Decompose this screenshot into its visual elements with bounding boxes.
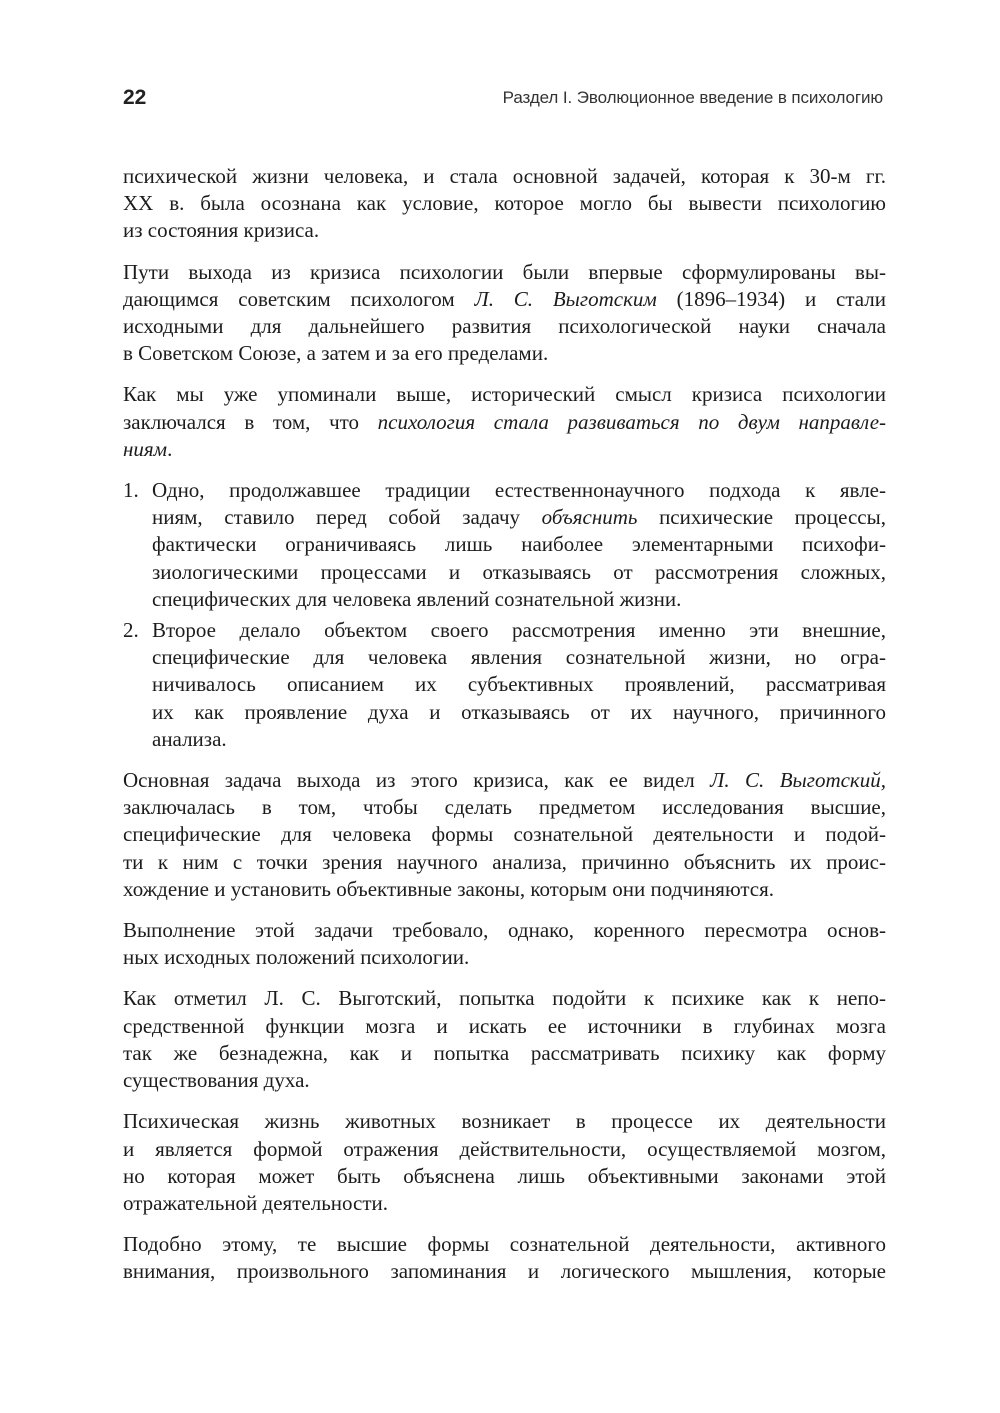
paragraph-8 [123, 1231, 886, 1285]
text-segment: ниям, ставило перед собой задачу [152, 505, 542, 530]
text-line: специфических для человека явлений сознательной жизни. [152, 586, 682, 611]
text-segment: (1896–1934) и стали [656, 286, 886, 311]
text-line: из состояния кризиса. [123, 218, 320, 243]
paragraph-5 [123, 917, 886, 971]
paragraph-6 [123, 985, 886, 1094]
text-line: Как мы уже упоминали выше, исторический смысл кризиса психологии [123, 382, 886, 407]
author-name-italic: Л. С. Выготским [474, 286, 657, 311]
numbered-list [123, 477, 886, 753]
text-segment: Основная задача выхода из этого кризиса, как ее видел [123, 768, 711, 793]
paragraph-2 [123, 259, 886, 368]
text-line: в Советском Союзе, а затем и за его пределами. [123, 341, 549, 366]
text-line: XX в. была осознана как условие, которое могло бы вывести психологию [123, 191, 886, 216]
text-line: и является формой отражения действительности, осуществляемой мозгом, [123, 1136, 886, 1161]
text-line: средственной функции мозга и искать ее источники в глубинах мозга [123, 1013, 886, 1038]
text-line: Второе делало объектом своего рассмотрения именно эти внешние, [152, 618, 886, 643]
text-line: Одно, продолжавшее традиции естественнонаучного подхода к явле- [152, 478, 886, 503]
text-line [123, 409, 886, 436]
text-line: существования духа. [123, 1068, 310, 1093]
page-number: 22 [123, 86, 147, 109]
list-number: 2. [123, 618, 139, 643]
emphasis-italic: объяснить [541, 505, 638, 530]
emphasis-italic: психология стала развиваться по двум направле- [377, 409, 887, 434]
text-line: Пути выхода из кризиса психологии были впервые сформулированы вы- [123, 259, 886, 284]
list-item [123, 477, 886, 613]
text-line: психической жизни человека, и стала основной задачей, которая к 30-м гг. [123, 164, 886, 188]
text-line: Выполнение этой задачи требовало, однако, коренного пересмотра основ- [123, 918, 886, 943]
paragraph-3 [123, 381, 886, 463]
text-line: внимания, произвольного запоминания и логического мышления, которые [123, 1259, 886, 1284]
text-line: ных исходных положений психологии. [123, 945, 470, 970]
body-text [123, 163, 886, 1300]
text-line: Подобно этому, те высшие формы сознательной деятельности, активного [123, 1232, 886, 1257]
section-title: Раздел I. Эволюционное введение в психологию [502, 88, 883, 107]
text-line: так же безнадежна, как и попытка рассматривать психику как форму [123, 1040, 886, 1065]
text-line: Психическая жизнь животных возникает в процессе их деятельности [123, 1109, 886, 1134]
list-item [123, 617, 886, 753]
text-line: анализа. [152, 726, 227, 751]
emphasis-italic: ниям [123, 436, 168, 461]
text-line: специфические для человека явления сознательной жизни, но огра- [152, 645, 886, 670]
list-number: 1. [123, 478, 139, 503]
paragraph-4 [123, 767, 886, 903]
text-line: специфические для человека формы сознательной деятельности и подой- [123, 822, 886, 847]
text-line: ничивалось описанием их субъективных проявлений, рассматривая [152, 672, 886, 697]
text-line: отражательной деятельности. [123, 1190, 389, 1215]
text-segment: . [167, 436, 173, 461]
text-line [123, 767, 886, 794]
text-line: фактически ограничиваясь лишь наиболее элементарными психофи- [152, 532, 886, 557]
text-line: Как отметил Л. С. Выготский, попытка подойти к психике как к непо- [123, 986, 886, 1011]
text-segment: заключался в том, что [123, 409, 378, 434]
running-head [123, 86, 883, 114]
text-line: но которая может быть объяснена лишь объективными законами этой [123, 1163, 886, 1188]
text-line [152, 504, 886, 531]
text-line [123, 436, 886, 463]
paragraph-1 [123, 163, 886, 245]
text-segment: дающимся советским психологом [123, 286, 475, 311]
text-line: исходными для дальнейшего развития психологической науки сначала [123, 314, 886, 339]
text-line [123, 286, 886, 313]
text-line: зиологическими процессами и отказываясь от рассмотрения сложных, [152, 559, 886, 584]
text-line: заключалась в том, чтобы сделать предметом исследования высшие, [123, 795, 886, 820]
text-segment: психические процессы, [637, 505, 886, 530]
author-name-italic: Л. С. Выготский, [710, 768, 886, 793]
text-line: ти к ним с точки зрения научного анализа, причинно объяснить их проис- [123, 849, 886, 874]
text-line: хождение и установить объективные законы, которым они подчиняются. [123, 876, 775, 901]
paragraph-7 [123, 1108, 886, 1217]
text-line: их как проявление духа и отказываясь от их научного, причинного [152, 699, 886, 724]
